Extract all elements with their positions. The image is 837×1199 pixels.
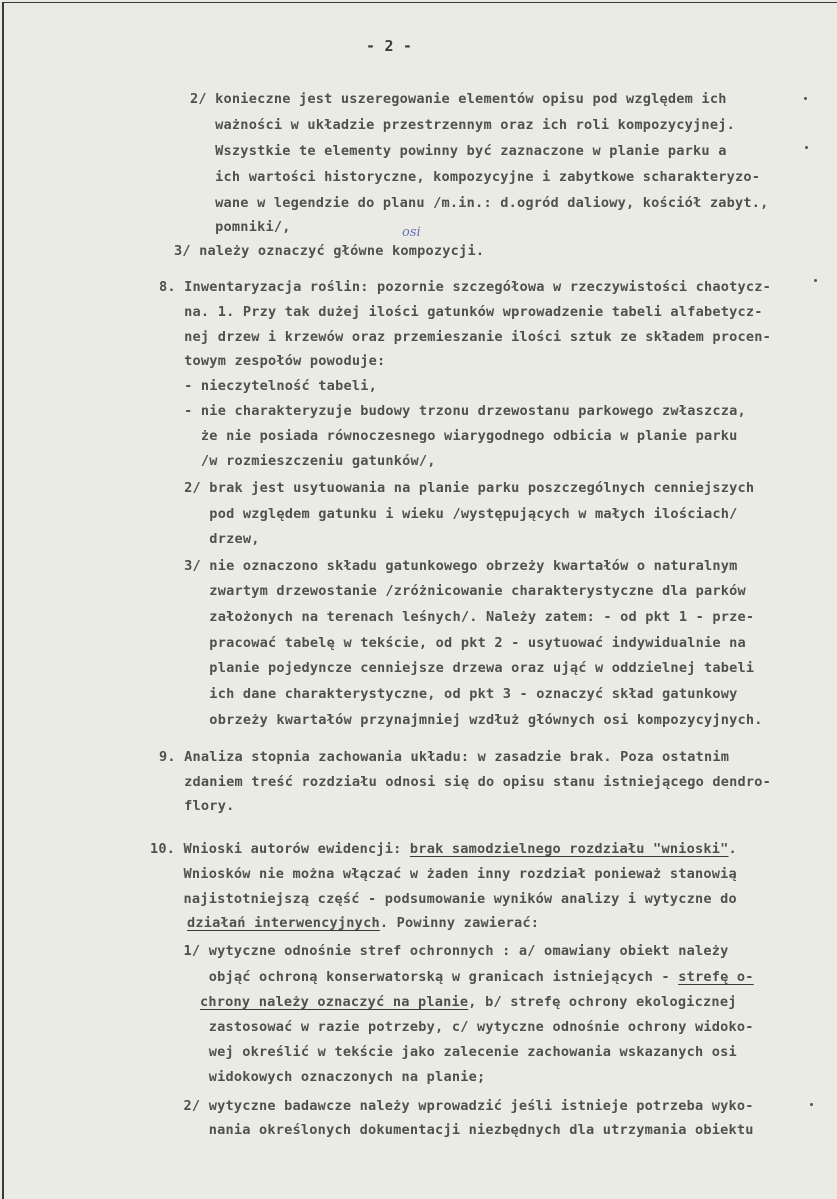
underlined-text: chrony należy oznaczyć na planie <box>200 994 469 1010</box>
text-line: 9. Analiza stopnia zachowania układu: w zasadzie brak. Poza ostatnim <box>159 749 730 765</box>
text-line: zwartym drzewostanie /zróżnicowanie charakterystyczne dla parków <box>159 583 746 599</box>
text-line: że nie posiada równoczesnego wiarygodnego odbicia w planie parku <box>159 428 738 444</box>
text-line: flory. <box>159 798 235 814</box>
underlined-text: brak samodzielnego rozdziału "wnioski" <box>409 841 729 857</box>
text-line: towym zespołów powoduje: <box>159 353 386 369</box>
text-line: planie pojedyncze cenniejsze drzewa oraz ująć w oddzielnej tabeli <box>159 660 755 676</box>
text-line <box>150 969 754 985</box>
text-line: ich wartości historyczne, kompozycyjne i zabytkowe scharakteryzo- <box>190 169 761 185</box>
text-line: 2/ brak jest usytuowania na planie parku poszczególnych cenniejszych <box>159 480 755 496</box>
underlined-text: strefę o- <box>678 969 754 985</box>
text-span: . Powinny zawierać: <box>379 915 540 931</box>
text-line: ich dane charakterystyczne, od pkt 3 - oznaczyć skład gatunkowy <box>159 686 738 702</box>
text-line: zastosować w razie potrzeby, c/ wytyczne odnośnie ochrony widoko- <box>150 1019 754 1035</box>
text-line: pomniki/, <box>190 219 291 235</box>
text-line <box>150 841 737 857</box>
text-span: 10. Wnioski autorów ewidencji: <box>150 841 410 857</box>
text-line: założonych na terenach leśnych/. Należy zatem: - od pkt 1 - prze- <box>159 609 755 625</box>
text-span: , b/ strefę ochrony ekologicznej <box>468 994 737 1010</box>
text-line: drzew, <box>159 531 260 547</box>
text-line: wej określić w tekście jako zalecenie zachowania wskazanych osi <box>150 1044 737 1060</box>
underlined-text: działań interwencyjnych <box>187 915 380 931</box>
text-line: 1/ wytyczne odnośnie stref ochronnych : a/ omawiany obiekt należy <box>150 943 729 959</box>
handwritten-annotation: osi <box>402 225 421 240</box>
text-line: na. 1. Przy tak dużej ilości gatunków wprowadzenie tabeli alfabetycz- <box>159 304 763 320</box>
text-line: najistotniejszą część - podsumowanie wyników analizy i wytyczne do <box>150 891 737 907</box>
text-line <box>187 915 539 931</box>
text-line: 2/ konieczne jest uszeregowanie elementów opisu pod względem ich <box>190 91 727 107</box>
text-line: nej drzew i krzewów oraz przemieszanie ilości sztuk ze składem procen- <box>159 329 772 345</box>
text-line: 3/ należy oznaczyć główne kompozycji. <box>174 243 485 259</box>
text-line: pracować tabelę w tekście, od pkt 2 - usytuować indywidualnie na <box>159 635 746 651</box>
text-line: ważności w układzie przestrzennym oraz ich roli kompozycyjnej. <box>190 117 735 133</box>
text-line: 8. Inwentaryzacja roślin: pozornie szczegółowa w rzeczywistości chaotycz- <box>159 279 772 295</box>
text-line: nania określonych dokumentacji niezbędnych dla utrzymania obiektu <box>150 1122 754 1138</box>
text-span: . <box>728 841 737 857</box>
margin-mark <box>814 279 817 282</box>
text-line: obrzeży kwartałów przynajmniej wzdłuż głównych osi kompozycyjnych. <box>159 712 763 728</box>
text-line: pod względem gatunku i wieku /występujących w małych ilościach/ <box>159 506 738 522</box>
text-span: objąć ochroną konserwatorską w granicach istniejących - <box>150 969 679 985</box>
text-line: /w rozmieszczeniu gatunków/, <box>159 453 436 469</box>
page-number: - 2 - <box>366 37 413 55</box>
text-line: 3/ nie oznaczono składu gatunkowego obrzeży kwartałów o naturalnym <box>159 558 738 574</box>
text-line: wane w legendzie do planu /m.in.: d.ogród daliowy, kościół zabyt., <box>190 195 769 211</box>
margin-mark <box>810 1103 813 1106</box>
margin-mark <box>804 97 807 100</box>
text-line: - nie charakteryzuje budowy trzonu drzewostanu parkowego zwłaszcza, <box>159 403 746 419</box>
text-line <box>200 994 737 1010</box>
text-line: - nieczytelność tabeli, <box>159 378 377 394</box>
text-line: zdaniem treść rozdziału odnosi się do opisu stanu istniejącego dendro- <box>159 774 772 790</box>
text-line: 2/ wytyczne badawcze należy wprowadzić jeśli istnieje potrzeba wyko- <box>150 1098 754 1114</box>
document-page <box>2 2 837 1199</box>
text-line: widokowych oznaczonych na planie; <box>150 1069 486 1085</box>
text-line: Wszystkie te elementy powinny być zaznaczone w planie parku a <box>190 143 727 159</box>
margin-mark <box>805 146 808 149</box>
text-line: Wniosków nie można włączać w żaden inny rozdział ponieważ stanowią <box>150 866 737 882</box>
